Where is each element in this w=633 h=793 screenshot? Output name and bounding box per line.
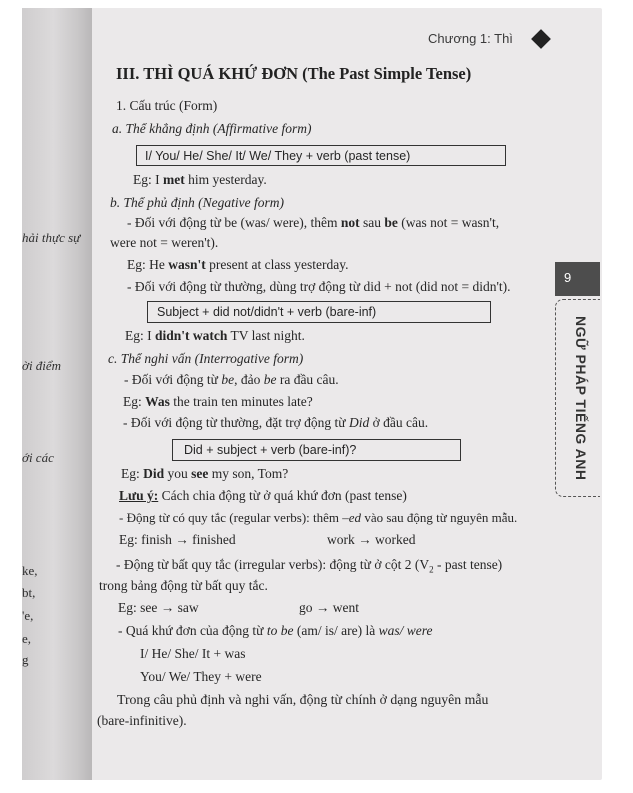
was-line: I/ He/ She/ It + was bbox=[140, 646, 246, 661]
final-note: Trong câu phủ định và nghi vấn, động từ chính ở dạng nguyên mẫu bbox=[117, 692, 489, 707]
negative-be-note-cont: were not = weren't). bbox=[110, 235, 219, 250]
interrogative-heading: c. Thể nghi vấn (Interrogative form) bbox=[108, 351, 304, 366]
page-number: 9 bbox=[555, 262, 600, 296]
left-page-edge bbox=[22, 8, 92, 780]
left-page-fragment: ke, bbox=[22, 563, 38, 578]
irregular-verbs-note-cont: trong bảng động từ bất quy tắc. bbox=[99, 578, 268, 593]
interrogative-example: Eg: Did you see my son, Tom? bbox=[121, 466, 289, 481]
left-page-fragment: g bbox=[22, 652, 29, 667]
interrogative-be-example: Eg: Was the train ten minutes late? bbox=[123, 394, 313, 409]
interrogative-formula: Did + subject + verb (bare-inf)? bbox=[184, 443, 357, 457]
final-note-cont: (bare-infinitive). bbox=[97, 713, 187, 728]
section-title: III. THÌ QUÁ KHỨ ĐƠN (The Past Simple Tense) bbox=[116, 64, 472, 83]
were-line: You/ We/ They + were bbox=[140, 669, 262, 684]
chapter-header: Chương 1: Thì bbox=[428, 31, 513, 46]
notes-heading: Lưu ý: Cách chia động từ ở quá khứ đơn (past tense) bbox=[119, 488, 407, 503]
left-page-fragment: ời điểm bbox=[22, 358, 62, 373]
negative-heading: b. Thể phủ định (Negative form) bbox=[110, 195, 284, 210]
side-tab-label: NGỮ PHÁP TIẾNG ANH bbox=[573, 316, 589, 481]
irregular-verbs-note: - Động từ bất quy tắc (irregular verbs): động từ ở cột 2 ($V_2$ - past tense) bbox=[116, 557, 503, 575]
regular-example-right: work → worked bbox=[327, 532, 416, 547]
negative-be-note: - Đối với động từ be (was/ were), thêm not sau be (was not = wasn't, bbox=[127, 215, 500, 230]
negative-formula: Subject + did not/didn't + verb (bare-inf) bbox=[157, 305, 377, 319]
negative-example: Eg: I didn't watch TV last night. bbox=[125, 328, 305, 343]
affirmative-formula: I/ You/ He/ She/ It/ We/ They + verb (past tense) bbox=[145, 149, 411, 163]
affirmative-example: Eg: I met him yesterday. bbox=[133, 172, 267, 187]
structure-heading: 1. Cấu trúc (Form) bbox=[116, 98, 218, 113]
regular-verbs-note: - Động từ có quy tắc (regular verbs): thêm –ed vào sau động từ nguyên mẫu. bbox=[119, 510, 518, 525]
negative-ordinary-note: - Đối với động từ thường, dùng trợ động từ did + not (did not = didn't). bbox=[127, 279, 511, 294]
to-be-note: - Quá khứ đơn của động từ to be (am/ is/ are) là was/ were bbox=[118, 623, 433, 638]
left-page-fragment: ới các bbox=[22, 450, 54, 465]
irregular-example-right: go → went bbox=[299, 600, 359, 615]
negative-be-example: Eg: He wasn't present at class yesterday. bbox=[127, 257, 349, 272]
interrogative-did-note: - Đối với động từ thường, đặt trợ động từ Did ở đầu câu. bbox=[123, 415, 429, 430]
interrogative-be-note: - Đối với động từ be, đảo be ra đầu câu. bbox=[124, 372, 339, 387]
irregular-example-left: Eg: see → saw bbox=[118, 600, 199, 615]
left-page-fragment: bt, bbox=[22, 585, 36, 600]
left-page-fragment: 'e, bbox=[22, 608, 34, 623]
affirmative-heading: a. Thể khẳng định (Affirmative form) bbox=[112, 121, 312, 136]
left-page-fragment: e, bbox=[22, 631, 32, 646]
regular-example-left: Eg: finish → finished bbox=[119, 532, 236, 547]
left-page-fragment: hải thực sự bbox=[22, 230, 81, 245]
